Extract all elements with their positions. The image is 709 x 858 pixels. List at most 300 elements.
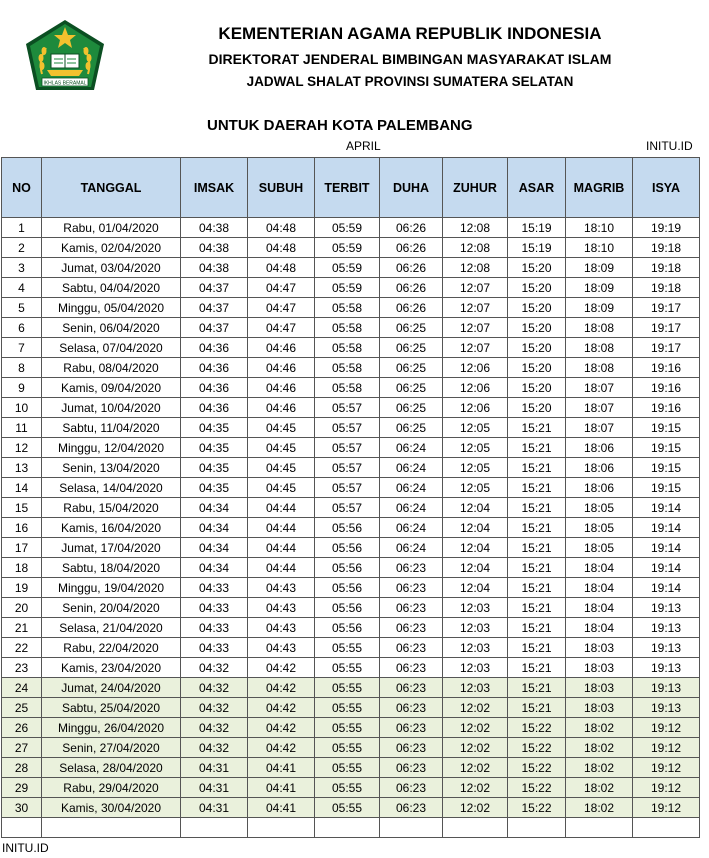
cell-magrib: 18:05 bbox=[566, 498, 633, 518]
cell-terbit: 05:56 bbox=[315, 618, 380, 638]
cell-isya: 19:17 bbox=[633, 298, 700, 318]
cell-date: Sabtu, 04/04/2020 bbox=[42, 278, 181, 298]
cell-no: 6 bbox=[2, 318, 42, 338]
cell-imsak: 04:31 bbox=[181, 758, 248, 778]
cell-magrib: 18:08 bbox=[566, 338, 633, 358]
cell-asar: 15:19 bbox=[508, 218, 566, 238]
cell-no: 3 bbox=[2, 258, 42, 278]
cell-duha: 06:23 bbox=[380, 618, 443, 638]
cell-isya: 19:14 bbox=[633, 518, 700, 538]
cell-subuh: 04:42 bbox=[248, 658, 315, 678]
cell-no: 10 bbox=[2, 398, 42, 418]
cell-terbit: 05:56 bbox=[315, 518, 380, 538]
cell-terbit: 05:56 bbox=[315, 578, 380, 598]
table-row bbox=[2, 678, 700, 698]
directorate-title: DIREKTORAT JENDERAL BIMBINGAN MASYARAKAT ISLAM bbox=[208, 51, 612, 67]
cell-asar: 15:21 bbox=[508, 698, 566, 718]
cell-isya: 19:16 bbox=[633, 378, 700, 398]
cell-isya: 19:13 bbox=[633, 698, 700, 718]
cell-zuhur: 12:03 bbox=[443, 598, 508, 618]
cell-subuh: 04:47 bbox=[248, 278, 315, 298]
table-row bbox=[2, 338, 700, 358]
cell-magrib: 18:02 bbox=[566, 798, 633, 818]
cell-subuh: 04:48 bbox=[248, 218, 315, 238]
col-header-duha: DUHA bbox=[380, 158, 443, 218]
cell-imsak: 04:32 bbox=[181, 738, 248, 758]
cell-isya: 19:15 bbox=[633, 438, 700, 458]
cell-magrib: 18:09 bbox=[566, 278, 633, 298]
cell-zuhur: 12:04 bbox=[443, 518, 508, 538]
cell-asar: 15:21 bbox=[508, 478, 566, 498]
cell-isya: 19:16 bbox=[633, 358, 700, 378]
cell-asar: 15:20 bbox=[508, 398, 566, 418]
cell-duha: 06:23 bbox=[380, 638, 443, 658]
cell-subuh: 04:48 bbox=[248, 238, 315, 258]
cell-zuhur: 12:08 bbox=[443, 258, 508, 278]
cell-imsak: 04:36 bbox=[181, 358, 248, 378]
cell-magrib: 18:03 bbox=[566, 658, 633, 678]
cell-terbit: 05:55 bbox=[315, 778, 380, 798]
cell-subuh: 04:43 bbox=[248, 638, 315, 658]
cell-no: 2 bbox=[2, 238, 42, 258]
col-header-isya: ISYA bbox=[633, 158, 700, 218]
cell-asar: 15:21 bbox=[508, 658, 566, 678]
cell-isya: 19:13 bbox=[633, 638, 700, 658]
cell-date: Jumat, 03/04/2020 bbox=[42, 258, 181, 278]
cell-duha: 06:26 bbox=[380, 258, 443, 278]
cell-imsak: 04:34 bbox=[181, 498, 248, 518]
cell-asar: 15:20 bbox=[508, 358, 566, 378]
cell-zuhur: 12:06 bbox=[443, 378, 508, 398]
cell-date: Selasa, 28/04/2020 bbox=[42, 758, 181, 778]
cell-terbit: 05:55 bbox=[315, 658, 380, 678]
cell-asar: 15:20 bbox=[508, 278, 566, 298]
cell-imsak: 04:32 bbox=[181, 698, 248, 718]
table-row bbox=[2, 298, 700, 318]
cell-duha: 06:24 bbox=[380, 438, 443, 458]
table-row bbox=[2, 458, 700, 478]
ministry-title: KEMENTERIAN AGAMA REPUBLIK INDONESIA bbox=[218, 24, 602, 43]
cell-date: Rabu, 29/04/2020 bbox=[42, 778, 181, 798]
cell-no: 27 bbox=[2, 738, 42, 758]
cell-isya: 19:15 bbox=[633, 418, 700, 438]
cell-subuh: 04:44 bbox=[248, 498, 315, 518]
cell-subuh: 04:45 bbox=[248, 478, 315, 498]
cell-asar: 15:21 bbox=[508, 578, 566, 598]
table-row bbox=[2, 578, 700, 598]
table-row bbox=[2, 278, 700, 298]
cell-date: Selasa, 21/04/2020 bbox=[42, 618, 181, 638]
cell-duha: 06:23 bbox=[380, 578, 443, 598]
empty-cell bbox=[315, 818, 380, 838]
table-row bbox=[2, 738, 700, 758]
cell-imsak: 04:35 bbox=[181, 458, 248, 478]
cell-no: 30 bbox=[2, 798, 42, 818]
cell-subuh: 04:44 bbox=[248, 538, 315, 558]
table-row bbox=[2, 478, 700, 498]
cell-no: 29 bbox=[2, 778, 42, 798]
cell-duha: 06:26 bbox=[380, 278, 443, 298]
cell-duha: 06:23 bbox=[380, 778, 443, 798]
month-label: APRIL bbox=[346, 139, 381, 153]
table-row bbox=[2, 558, 700, 578]
cell-date: Minggu, 05/04/2020 bbox=[42, 298, 181, 318]
cell-isya: 19:17 bbox=[633, 318, 700, 338]
cell-asar: 15:21 bbox=[508, 518, 566, 538]
cell-terbit: 05:59 bbox=[315, 218, 380, 238]
cell-zuhur: 12:03 bbox=[443, 618, 508, 638]
cell-zuhur: 12:04 bbox=[443, 578, 508, 598]
cell-imsak: 04:36 bbox=[181, 338, 248, 358]
cell-isya: 19:13 bbox=[633, 678, 700, 698]
cell-duha: 06:23 bbox=[380, 658, 443, 678]
cell-zuhur: 12:06 bbox=[443, 398, 508, 418]
cell-no: 5 bbox=[2, 298, 42, 318]
cell-asar: 15:22 bbox=[508, 718, 566, 738]
cell-subuh: 04:43 bbox=[248, 598, 315, 618]
cell-zuhur: 12:05 bbox=[443, 418, 508, 438]
cell-terbit: 05:57 bbox=[315, 498, 380, 518]
cell-imsak: 04:37 bbox=[181, 298, 248, 318]
cell-no: 15 bbox=[2, 498, 42, 518]
cell-date: Kamis, 16/04/2020 bbox=[42, 518, 181, 538]
cell-subuh: 04:47 bbox=[248, 318, 315, 338]
cell-zuhur: 12:02 bbox=[443, 778, 508, 798]
cell-isya: 19:14 bbox=[633, 538, 700, 558]
cell-magrib: 18:02 bbox=[566, 778, 633, 798]
table-row bbox=[2, 378, 700, 398]
cell-zuhur: 12:07 bbox=[443, 298, 508, 318]
empty-row bbox=[2, 818, 700, 838]
cell-duha: 06:23 bbox=[380, 698, 443, 718]
cell-subuh: 04:42 bbox=[248, 738, 315, 758]
cell-date: Jumat, 10/04/2020 bbox=[42, 398, 181, 418]
cell-no: 1 bbox=[2, 218, 42, 238]
cell-terbit: 05:55 bbox=[315, 738, 380, 758]
empty-cell bbox=[181, 818, 248, 838]
cell-date: Selasa, 14/04/2020 bbox=[42, 478, 181, 498]
cell-asar: 15:22 bbox=[508, 798, 566, 818]
cell-duha: 06:23 bbox=[380, 558, 443, 578]
cell-terbit: 05:55 bbox=[315, 758, 380, 778]
cell-zuhur: 12:07 bbox=[443, 278, 508, 298]
col-header-asar: ASAR bbox=[508, 158, 566, 218]
cell-date: Selasa, 07/04/2020 bbox=[42, 338, 181, 358]
schedule-title: JADWAL SHALAT PROVINSI SUMATERA SELATAN bbox=[246, 74, 574, 89]
cell-imsak: 04:36 bbox=[181, 398, 248, 418]
cell-duha: 06:23 bbox=[380, 678, 443, 698]
cell-imsak: 04:33 bbox=[181, 618, 248, 638]
cell-magrib: 18:02 bbox=[566, 758, 633, 778]
cell-imsak: 04:37 bbox=[181, 278, 248, 298]
cell-date: Kamis, 02/04/2020 bbox=[42, 238, 181, 258]
cell-date: Kamis, 30/04/2020 bbox=[42, 798, 181, 818]
cell-isya: 19:13 bbox=[633, 658, 700, 678]
cell-imsak: 04:34 bbox=[181, 518, 248, 538]
empty-cell bbox=[42, 818, 181, 838]
col-header-subuh: SUBUH bbox=[248, 158, 315, 218]
cell-isya: 19:13 bbox=[633, 618, 700, 638]
cell-duha: 06:24 bbox=[380, 458, 443, 478]
cell-zuhur: 12:03 bbox=[443, 658, 508, 678]
cell-duha: 06:23 bbox=[380, 718, 443, 738]
cell-no: 17 bbox=[2, 538, 42, 558]
cell-magrib: 18:07 bbox=[566, 418, 633, 438]
table-row bbox=[2, 798, 700, 818]
cell-terbit: 05:58 bbox=[315, 358, 380, 378]
cell-subuh: 04:45 bbox=[248, 458, 315, 478]
cell-imsak: 04:38 bbox=[181, 238, 248, 258]
cell-subuh: 04:46 bbox=[248, 378, 315, 398]
cell-imsak: 04:35 bbox=[181, 478, 248, 498]
cell-no: 11 bbox=[2, 418, 42, 438]
cell-no: 13 bbox=[2, 458, 42, 478]
cell-duha: 06:25 bbox=[380, 358, 443, 378]
cell-terbit: 05:57 bbox=[315, 398, 380, 418]
cell-asar: 15:21 bbox=[508, 498, 566, 518]
cell-imsak: 04:36 bbox=[181, 378, 248, 398]
cell-magrib: 18:04 bbox=[566, 578, 633, 598]
table-row bbox=[2, 598, 700, 618]
cell-no: 16 bbox=[2, 518, 42, 538]
cell-date: Kamis, 09/04/2020 bbox=[42, 378, 181, 398]
cell-subuh: 04:43 bbox=[248, 618, 315, 638]
cell-subuh: 04:43 bbox=[248, 578, 315, 598]
cell-magrib: 18:02 bbox=[566, 718, 633, 738]
cell-magrib: 18:04 bbox=[566, 618, 633, 638]
cell-date: Senin, 20/04/2020 bbox=[42, 598, 181, 618]
cell-asar: 15:20 bbox=[508, 378, 566, 398]
cell-duha: 06:26 bbox=[380, 218, 443, 238]
cell-no: 19 bbox=[2, 578, 42, 598]
table-row bbox=[2, 358, 700, 378]
cell-date: Rabu, 15/04/2020 bbox=[42, 498, 181, 518]
kementerian-agama-emblem-icon bbox=[20, 18, 110, 98]
cell-asar: 15:21 bbox=[508, 678, 566, 698]
cell-magrib: 18:10 bbox=[566, 238, 633, 258]
cell-date: Jumat, 24/04/2020 bbox=[42, 678, 181, 698]
cell-terbit: 05:58 bbox=[315, 378, 380, 398]
cell-terbit: 05:55 bbox=[315, 678, 380, 698]
col-header-imsak: IMSAK bbox=[181, 158, 248, 218]
cell-imsak: 04:33 bbox=[181, 578, 248, 598]
col-header-no: NO bbox=[2, 158, 42, 218]
cell-subuh: 04:46 bbox=[248, 338, 315, 358]
cell-zuhur: 12:02 bbox=[443, 698, 508, 718]
cell-magrib: 18:09 bbox=[566, 258, 633, 278]
cell-zuhur: 12:05 bbox=[443, 458, 508, 478]
cell-subuh: 04:47 bbox=[248, 298, 315, 318]
cell-isya: 19:12 bbox=[633, 738, 700, 758]
cell-isya: 19:12 bbox=[633, 778, 700, 798]
cell-magrib: 18:03 bbox=[566, 638, 633, 658]
table-row bbox=[2, 218, 700, 238]
cell-duha: 06:23 bbox=[380, 798, 443, 818]
cell-isya: 19:18 bbox=[633, 278, 700, 298]
table-row bbox=[2, 618, 700, 638]
cell-no: 14 bbox=[2, 478, 42, 498]
cell-asar: 15:20 bbox=[508, 298, 566, 318]
cell-no: 9 bbox=[2, 378, 42, 398]
cell-subuh: 04:45 bbox=[248, 418, 315, 438]
cell-subuh: 04:42 bbox=[248, 718, 315, 738]
cell-no: 4 bbox=[2, 278, 42, 298]
cell-zuhur: 12:04 bbox=[443, 538, 508, 558]
cell-magrib: 18:06 bbox=[566, 438, 633, 458]
cell-terbit: 05:55 bbox=[315, 718, 380, 738]
cell-date: Senin, 06/04/2020 bbox=[42, 318, 181, 338]
cell-isya: 19:17 bbox=[633, 338, 700, 358]
table-row bbox=[2, 658, 700, 678]
cell-magrib: 18:09 bbox=[566, 298, 633, 318]
empty-cell bbox=[566, 818, 633, 838]
cell-magrib: 18:03 bbox=[566, 698, 633, 718]
cell-asar: 15:20 bbox=[508, 338, 566, 358]
cell-no: 24 bbox=[2, 678, 42, 698]
cell-zuhur: 12:02 bbox=[443, 718, 508, 738]
table-header-row bbox=[2, 158, 700, 218]
cell-magrib: 18:07 bbox=[566, 398, 633, 418]
table-row bbox=[2, 758, 700, 778]
cell-duha: 06:25 bbox=[380, 338, 443, 358]
cell-asar: 15:21 bbox=[508, 558, 566, 578]
cell-isya: 19:14 bbox=[633, 498, 700, 518]
cell-date: Sabtu, 11/04/2020 bbox=[42, 418, 181, 438]
cell-asar: 15:21 bbox=[508, 538, 566, 558]
cell-subuh: 04:42 bbox=[248, 698, 315, 718]
cell-asar: 15:21 bbox=[508, 638, 566, 658]
cell-date: Rabu, 01/04/2020 bbox=[42, 218, 181, 238]
table-row bbox=[2, 398, 700, 418]
col-header-magrib: MAGRIB bbox=[566, 158, 633, 218]
cell-terbit: 05:55 bbox=[315, 798, 380, 818]
site-label-bottom: INITU.ID bbox=[2, 841, 49, 855]
cell-magrib: 18:04 bbox=[566, 598, 633, 618]
region-subtitle: UNTUK DAERAH KOTA PALEMBANG bbox=[207, 117, 473, 134]
cell-zuhur: 12:03 bbox=[443, 678, 508, 698]
cell-terbit: 05:58 bbox=[315, 318, 380, 338]
cell-subuh: 04:45 bbox=[248, 438, 315, 458]
cell-no: 21 bbox=[2, 618, 42, 638]
cell-subuh: 04:46 bbox=[248, 398, 315, 418]
cell-zuhur: 12:04 bbox=[443, 558, 508, 578]
cell-no: 22 bbox=[2, 638, 42, 658]
cell-zuhur: 12:08 bbox=[443, 238, 508, 258]
cell-zuhur: 12:02 bbox=[443, 758, 508, 778]
cell-imsak: 04:32 bbox=[181, 658, 248, 678]
cell-isya: 19:18 bbox=[633, 238, 700, 258]
cell-imsak: 04:31 bbox=[181, 778, 248, 798]
cell-magrib: 18:10 bbox=[566, 218, 633, 238]
cell-duha: 06:23 bbox=[380, 758, 443, 778]
cell-imsak: 04:33 bbox=[181, 638, 248, 658]
cell-asar: 15:22 bbox=[508, 778, 566, 798]
cell-magrib: 18:07 bbox=[566, 378, 633, 398]
cell-imsak: 04:34 bbox=[181, 558, 248, 578]
cell-imsak: 04:31 bbox=[181, 798, 248, 818]
cell-isya: 19:14 bbox=[633, 558, 700, 578]
table-row bbox=[2, 638, 700, 658]
cell-isya: 19:12 bbox=[633, 718, 700, 738]
cell-terbit: 05:57 bbox=[315, 478, 380, 498]
cell-terbit: 05:59 bbox=[315, 238, 380, 258]
cell-subuh: 04:44 bbox=[248, 518, 315, 538]
cell-zuhur: 12:08 bbox=[443, 218, 508, 238]
table-row bbox=[2, 698, 700, 718]
cell-terbit: 05:55 bbox=[315, 698, 380, 718]
cell-zuhur: 12:07 bbox=[443, 338, 508, 358]
cell-terbit: 05:55 bbox=[315, 638, 380, 658]
cell-no: 18 bbox=[2, 558, 42, 578]
col-header-terbit: TERBIT bbox=[315, 158, 380, 218]
table-row bbox=[2, 258, 700, 278]
table-row bbox=[2, 418, 700, 438]
cell-zuhur: 12:02 bbox=[443, 798, 508, 818]
cell-asar: 15:20 bbox=[508, 258, 566, 278]
cell-subuh: 04:48 bbox=[248, 258, 315, 278]
cell-subuh: 04:41 bbox=[248, 798, 315, 818]
cell-date: Senin, 27/04/2020 bbox=[42, 738, 181, 758]
cell-imsak: 04:32 bbox=[181, 718, 248, 738]
cell-duha: 06:24 bbox=[380, 498, 443, 518]
cell-magrib: 18:06 bbox=[566, 478, 633, 498]
empty-cell bbox=[248, 818, 315, 838]
cell-date: Sabtu, 18/04/2020 bbox=[42, 558, 181, 578]
cell-zuhur: 12:03 bbox=[443, 638, 508, 658]
cell-terbit: 05:57 bbox=[315, 458, 380, 478]
cell-magrib: 18:08 bbox=[566, 318, 633, 338]
site-label-top: INITU.ID bbox=[646, 139, 693, 153]
cell-imsak: 04:38 bbox=[181, 258, 248, 278]
cell-duha: 06:24 bbox=[380, 478, 443, 498]
cell-magrib: 18:05 bbox=[566, 518, 633, 538]
cell-asar: 15:20 bbox=[508, 318, 566, 338]
cell-duha: 06:23 bbox=[380, 738, 443, 758]
table-row bbox=[2, 438, 700, 458]
cell-date: Minggu, 19/04/2020 bbox=[42, 578, 181, 598]
empty-cell bbox=[633, 818, 700, 838]
cell-no: 7 bbox=[2, 338, 42, 358]
cell-date: Minggu, 12/04/2020 bbox=[42, 438, 181, 458]
cell-duha: 06:25 bbox=[380, 378, 443, 398]
cell-imsak: 04:37 bbox=[181, 318, 248, 338]
cell-terbit: 05:56 bbox=[315, 538, 380, 558]
cell-terbit: 05:57 bbox=[315, 418, 380, 438]
cell-date: Kamis, 23/04/2020 bbox=[42, 658, 181, 678]
table-row bbox=[2, 238, 700, 258]
cell-duha: 06:26 bbox=[380, 298, 443, 318]
cell-subuh: 04:41 bbox=[248, 778, 315, 798]
cell-isya: 19:12 bbox=[633, 758, 700, 778]
cell-imsak: 04:34 bbox=[181, 538, 248, 558]
cell-terbit: 05:59 bbox=[315, 278, 380, 298]
cell-date: Jumat, 17/04/2020 bbox=[42, 538, 181, 558]
cell-isya: 19:13 bbox=[633, 598, 700, 618]
cell-asar: 15:22 bbox=[508, 738, 566, 758]
cell-no: 23 bbox=[2, 658, 42, 678]
cell-asar: 15:19 bbox=[508, 238, 566, 258]
cell-asar: 15:21 bbox=[508, 458, 566, 478]
cell-imsak: 04:32 bbox=[181, 678, 248, 698]
cell-date: Rabu, 08/04/2020 bbox=[42, 358, 181, 378]
cell-duha: 06:24 bbox=[380, 518, 443, 538]
empty-cell bbox=[508, 818, 566, 838]
cell-zuhur: 12:06 bbox=[443, 358, 508, 378]
table-row bbox=[2, 778, 700, 798]
cell-isya: 19:19 bbox=[633, 218, 700, 238]
cell-isya: 19:16 bbox=[633, 398, 700, 418]
cell-date: Senin, 13/04/2020 bbox=[42, 458, 181, 478]
